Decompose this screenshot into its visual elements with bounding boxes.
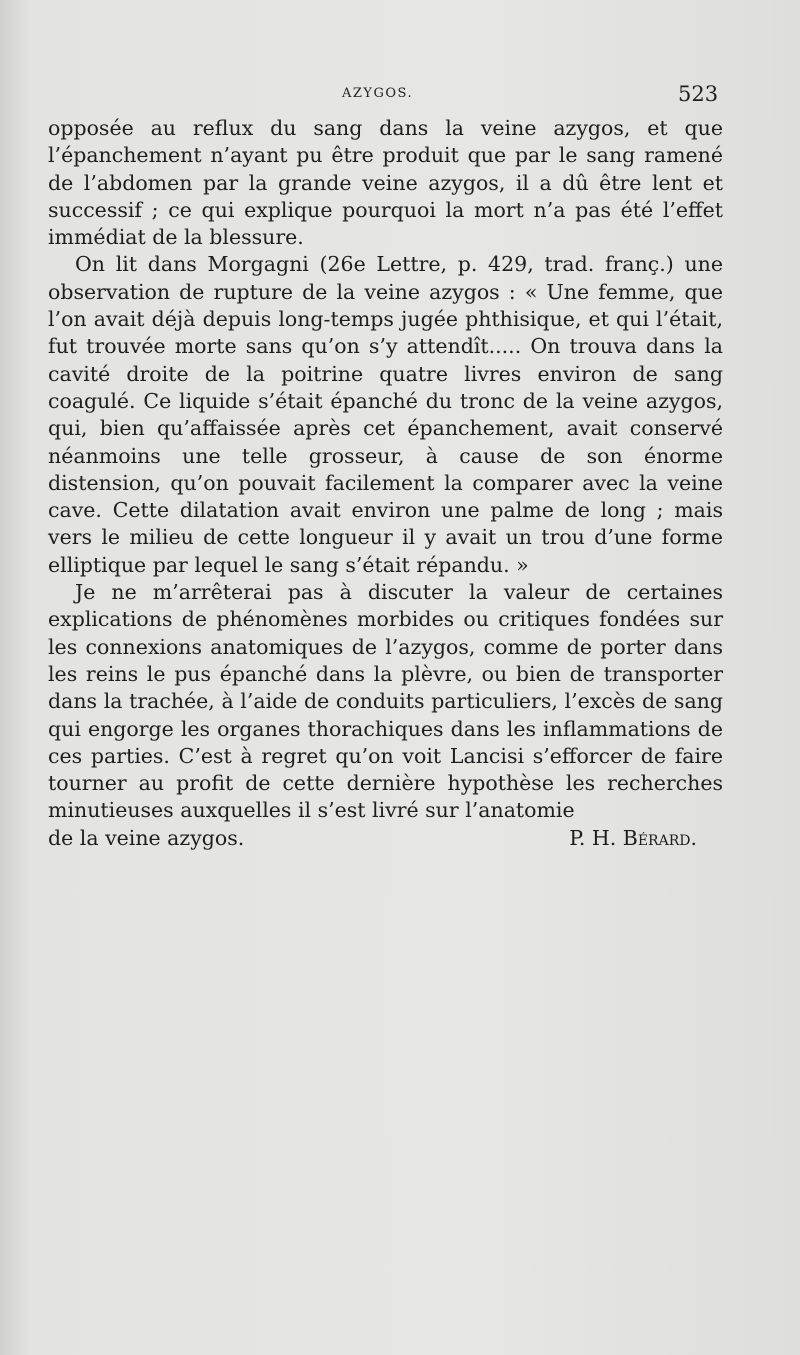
page-number: 523 [678,82,719,106]
body-text [48,115,723,852]
paragraph-conclusion: Je ne m’arrêterai pas à discuter la valeur de certaines explications de phénomènes morbides ou critiques fondées sur les connexions anatomiques de l’azygos, comme de porter dans les reins le pus épanché dans la plèvre, ou bien de transporter dans la trachée, à l’aide de conduits particuliers, l’excès de sang qui engorge les organes thorachiques dans les inflammations de ces parties. C’est à regret qu’on voit Lancisi s’efforcer de faire tourner au profit de cette dernière hypothèse les recherches minutieuses auxquelles il s’est livré sur l’anatomie [48,580,723,823]
paragraph-continuation: opposée au reflux du sang dans la veine azygos, et que l’épanchement n’ayant pu être produit que par le sang ramené de l’abdomen par la grande veine azygos, il a dû être lent et successif ; ce qui explique pourquoi la mort n’a pas été l’effet immédiat de la blessure. [48,116,723,250]
author-signature: P. H. Bérard. [569,825,697,850]
running-head-title: AZYGOS. [342,86,414,101]
paragraph-morgagni: On lit dans Morgagni (26e Lettre, p. 429, trad. franç.) une observation de rupture de la veine azygos : « Une femme, que l’on avait déjà depuis long-temps jugée phthisique, et qui l’était, fut trouvée morte sans qu’on s’y attendît..... On trouva dans la cavité droite de la poitrine quatre livres environ de sang coagulé. Ce liquide s’était épanché du tronc de la veine azygos, qui, bien qu’affaissée après cet épanchement, avait conservé néanmoins une telle grosseur, à cause de son énorme distension, qu’on pouvait facilement la comparer avec la veine cave. Cette dilatation avait environ une palme de long ; mais vers le milieu de cette longueur il y avait un trou d’une forme elliptique par lequel le sang s’était répandu. » [48,252,723,577]
closing-line: de la veine azygos. [48,825,245,850]
running-head [0,82,800,112]
signature-row [48,825,723,852]
